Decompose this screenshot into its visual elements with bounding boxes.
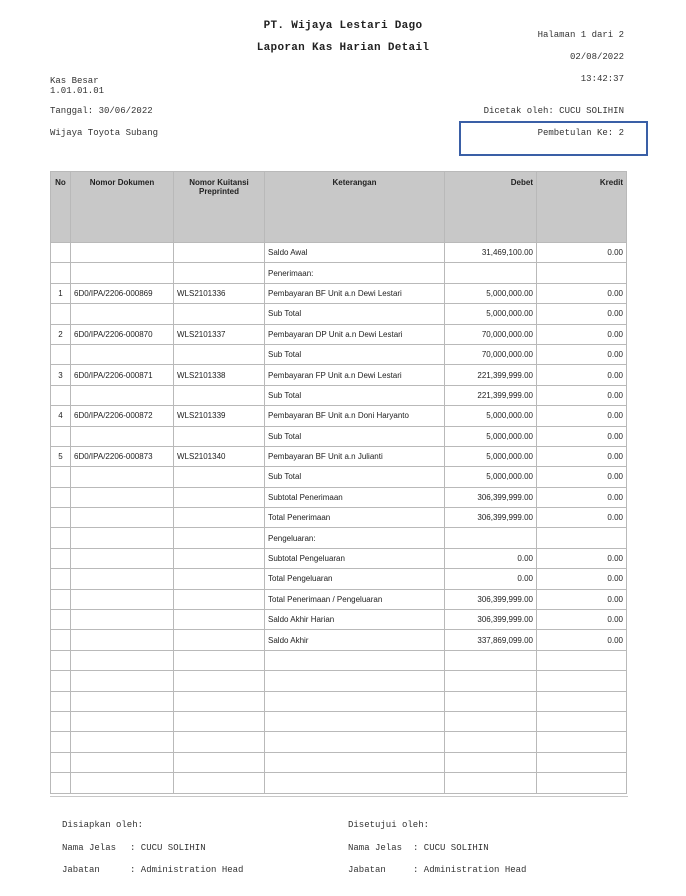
cell-no (51, 752, 71, 772)
prepared-name: : CUCU SOLIHIN (130, 843, 206, 853)
cell-credit (537, 773, 627, 793)
table-row (51, 406, 627, 426)
correction-number: Pembetulan Ke: 2 (537, 128, 624, 138)
table-row (51, 732, 627, 752)
table-row (51, 487, 627, 507)
cell-no (51, 344, 71, 364)
correction-highlight-box (459, 121, 648, 156)
cell-credit (537, 650, 627, 670)
cell-document-number: 6D0/IPA/2206-000871 (71, 365, 174, 385)
cell-document-number (71, 528, 174, 548)
cell-receipt-number (174, 467, 265, 487)
table-row (51, 711, 627, 731)
cell-description: Sub Total (265, 385, 445, 405)
table-row (51, 610, 627, 630)
cell-description (265, 773, 445, 793)
cell-description (265, 650, 445, 670)
cell-debit: 5,000,000.00 (445, 467, 537, 487)
cell-document-number (71, 508, 174, 528)
table-row (51, 650, 627, 670)
cell-receipt-number (174, 426, 265, 446)
cell-receipt-number (174, 304, 265, 324)
cell-document-number (71, 610, 174, 630)
branch-name: Wijaya Toyota Subang (50, 128, 159, 138)
cell-no: 4 (51, 406, 71, 426)
print-time: 13:42:37 (580, 74, 624, 84)
cell-debit: 306,399,999.00 (445, 508, 537, 528)
table-row (51, 630, 627, 650)
cell-document-number (71, 548, 174, 568)
table-row (51, 365, 627, 385)
cell-description: Sub Total (265, 304, 445, 324)
cell-document-number: 6D0/IPA/2206-000872 (71, 406, 174, 426)
cell-credit: 0.00 (537, 569, 627, 589)
cell-credit (537, 263, 627, 283)
prepared-by-label: Disiapkan oleh: (62, 820, 144, 830)
col-header-document: Nomor Dokumen (71, 172, 174, 243)
cell-receipt-number: WLS2101339 (174, 406, 265, 426)
table-row (51, 243, 627, 263)
cell-credit: 0.00 (537, 630, 627, 650)
table-row (51, 569, 627, 589)
table-row (51, 548, 627, 568)
cell-no (51, 773, 71, 793)
cell-description: Sub Total (265, 344, 445, 364)
table-row (51, 283, 627, 303)
cell-receipt-number (174, 569, 265, 589)
cell-no (51, 426, 71, 446)
cell-receipt-number (174, 610, 265, 630)
cell-credit: 0.00 (537, 243, 627, 263)
cell-no (51, 569, 71, 589)
cell-credit: 0.00 (537, 344, 627, 364)
cell-document-number (71, 263, 174, 283)
cell-description: Pengeluaran: (265, 528, 445, 548)
cell-debit: 70,000,000.00 (445, 344, 537, 364)
cell-receipt-number (174, 671, 265, 691)
cell-receipt-number: WLS2101337 (174, 324, 265, 344)
table-row (51, 467, 627, 487)
cell-document-number (71, 773, 174, 793)
table-row (51, 508, 627, 528)
cell-receipt-number (174, 528, 265, 548)
cell-description: Total Penerimaan (265, 508, 445, 528)
table-row (51, 263, 627, 283)
cell-receipt-number (174, 263, 265, 283)
cell-document-number: 6D0/IPA/2206-000869 (71, 283, 174, 303)
cell-document-number (71, 650, 174, 670)
cell-receipt-number: WLS2101340 (174, 446, 265, 466)
cell-debit: 0.00 (445, 548, 537, 568)
table-row (51, 324, 627, 344)
cell-credit: 0.00 (537, 487, 627, 507)
cell-description: Pembayaran FP Unit a.n Dewi Lestari (265, 365, 445, 385)
cell-receipt-number: WLS2101338 (174, 365, 265, 385)
cell-description: Total Penerimaan / Pengeluaran (265, 589, 445, 609)
cell-receipt-number (174, 691, 265, 711)
col-header-description: Keterangan (265, 172, 445, 243)
cell-description: Subtotal Pengeluaran (265, 548, 445, 568)
col-header-receipt: Nomor Kuitansi Preprinted (174, 172, 265, 243)
cell-no: 5 (51, 446, 71, 466)
cell-debit: 0.00 (445, 569, 537, 589)
cell-debit: 70,000,000.00 (445, 324, 537, 344)
cell-debit (445, 263, 537, 283)
cell-no (51, 548, 71, 568)
cell-no (51, 243, 71, 263)
cell-debit: 5,000,000.00 (445, 446, 537, 466)
account-code: 1.01.01.01 (50, 86, 105, 96)
cell-no (51, 630, 71, 650)
table-row (51, 344, 627, 364)
cell-receipt-number (174, 243, 265, 263)
table-row (51, 426, 627, 446)
cell-document-number (71, 487, 174, 507)
cell-credit: 0.00 (537, 446, 627, 466)
cell-receipt-number (174, 548, 265, 568)
print-date: 02/08/2022 (569, 52, 624, 62)
cell-debit: 306,399,999.00 (445, 487, 537, 507)
cell-no: 3 (51, 365, 71, 385)
cell-document-number (71, 630, 174, 650)
cell-description (265, 752, 445, 772)
cell-document-number (71, 691, 174, 711)
table-row (51, 589, 627, 609)
cell-debit (445, 691, 537, 711)
cell-credit: 0.00 (537, 508, 627, 528)
cell-description: Pembayaran BF Unit a.n Doni Haryanto (265, 406, 445, 426)
cell-description: Saldo Awal (265, 243, 445, 263)
cell-credit (537, 691, 627, 711)
col-header-debit: Debet (445, 172, 537, 243)
cell-document-number: 6D0/IPA/2206-000870 (71, 324, 174, 344)
cell-debit: 5,000,000.00 (445, 304, 537, 324)
cell-no (51, 671, 71, 691)
approved-role: : Administration Head (413, 865, 527, 875)
cell-no (51, 732, 71, 752)
cell-credit (537, 528, 627, 548)
cell-no (51, 304, 71, 324)
cell-description: Saldo Akhir Harian (265, 610, 445, 630)
cell-no (51, 508, 71, 528)
approved-by-label: Disetujui oleh: (348, 820, 430, 830)
cell-receipt-number (174, 732, 265, 752)
cell-description: Pembayaran BF Unit a.n Julianti (265, 446, 445, 466)
cell-description: Pembayaran BF Unit a.n Dewi Lestari (265, 283, 445, 303)
cell-credit: 0.00 (537, 610, 627, 630)
cell-debit: 5,000,000.00 (445, 426, 537, 446)
account-name: Kas Besar (50, 76, 99, 86)
cell-document-number (71, 344, 174, 364)
table-row (51, 691, 627, 711)
cell-description (265, 732, 445, 752)
cell-description: Saldo Akhir (265, 630, 445, 650)
cell-document-number (71, 711, 174, 731)
cell-receipt-number (174, 385, 265, 405)
cell-debit: 221,399,999.00 (445, 385, 537, 405)
cell-receipt-number (174, 589, 265, 609)
cell-document-number: 6D0/IPA/2206-000873 (71, 446, 174, 466)
cell-no (51, 487, 71, 507)
approved-name: : CUCU SOLIHIN (413, 843, 489, 853)
cell-credit: 0.00 (537, 426, 627, 446)
cell-credit: 0.00 (537, 406, 627, 426)
cell-receipt-number (174, 752, 265, 772)
table-row (51, 671, 627, 691)
cell-debit: 31,469,100.00 (445, 243, 537, 263)
cell-description: Total Pengeluaran (265, 569, 445, 589)
cell-credit: 0.00 (537, 283, 627, 303)
cell-no (51, 467, 71, 487)
col-header-no: No (51, 172, 71, 243)
col-header-credit: Kredit (537, 172, 627, 243)
cell-document-number (71, 304, 174, 324)
cell-description: Subtotal Penerimaan (265, 487, 445, 507)
cell-document-number (71, 385, 174, 405)
approved-role-label: Jabatan (348, 865, 386, 875)
cell-no (51, 589, 71, 609)
cell-description (265, 691, 445, 711)
cell-receipt-number: WLS2101336 (174, 283, 265, 303)
cell-document-number (71, 243, 174, 263)
cell-description: Sub Total (265, 426, 445, 446)
cell-credit: 0.00 (537, 548, 627, 568)
prepared-role-label: Jabatan (62, 865, 100, 875)
cell-credit: 0.00 (537, 324, 627, 344)
cell-debit (445, 711, 537, 731)
prepared-name-label: Nama Jelas (62, 843, 117, 853)
footer-divider (50, 796, 628, 797)
cell-credit: 0.00 (537, 304, 627, 324)
cell-no (51, 650, 71, 670)
cell-debit: 337,869,099.00 (445, 630, 537, 650)
cell-debit (445, 773, 537, 793)
cell-description: Pembayaran DP Unit a.n Dewi Lestari (265, 324, 445, 344)
cell-description (265, 671, 445, 691)
cell-credit (537, 752, 627, 772)
cash-report-table (50, 171, 627, 794)
cell-no: 2 (51, 324, 71, 344)
cell-debit: 5,000,000.00 (445, 406, 537, 426)
company-name: PT. Wijaya Lestari Dago (263, 20, 423, 32)
table-row (51, 385, 627, 405)
cell-credit: 0.00 (537, 385, 627, 405)
cell-debit (445, 752, 537, 772)
cell-credit: 0.00 (537, 467, 627, 487)
cell-document-number (71, 426, 174, 446)
cell-no (51, 385, 71, 405)
cell-description: Penerimaan: (265, 263, 445, 283)
cell-receipt-number (174, 650, 265, 670)
cell-no (51, 528, 71, 548)
cell-document-number (71, 732, 174, 752)
table-row (51, 446, 627, 466)
cell-description: Sub Total (265, 467, 445, 487)
printed-by: Dicetak oleh: CUCU SOLIHIN (483, 106, 624, 116)
cell-debit: 221,399,999.00 (445, 365, 537, 385)
cell-debit: 306,399,999.00 (445, 589, 537, 609)
page-indicator: Halaman 1 dari 2 (537, 30, 624, 40)
prepared-role: : Administration Head (130, 865, 244, 875)
cell-receipt-number (174, 773, 265, 793)
cell-document-number (71, 752, 174, 772)
cell-no (51, 691, 71, 711)
cell-document-number (71, 467, 174, 487)
cell-no (51, 263, 71, 283)
cell-debit: 306,399,999.00 (445, 610, 537, 630)
table-row (51, 773, 627, 793)
cell-no (51, 610, 71, 630)
table-row (51, 528, 627, 548)
approved-name-label: Nama Jelas (348, 843, 403, 853)
cell-receipt-number (174, 630, 265, 650)
cell-credit: 0.00 (537, 589, 627, 609)
cell-debit: 5,000,000.00 (445, 283, 537, 303)
cell-credit (537, 732, 627, 752)
cell-debit (445, 732, 537, 752)
cell-no (51, 711, 71, 731)
cell-debit (445, 650, 537, 670)
cell-description (265, 711, 445, 731)
cell-credit (537, 711, 627, 731)
cell-credit: 0.00 (537, 365, 627, 385)
cell-document-number (71, 671, 174, 691)
cell-document-number (71, 569, 174, 589)
table-row (51, 752, 627, 772)
cell-receipt-number (174, 711, 265, 731)
cell-receipt-number (174, 344, 265, 364)
cell-debit (445, 528, 537, 548)
table-row (51, 304, 627, 324)
cell-document-number (71, 589, 174, 609)
cell-receipt-number (174, 508, 265, 528)
cell-debit (445, 671, 537, 691)
cell-no: 1 (51, 283, 71, 303)
cell-receipt-number (174, 487, 265, 507)
report-title: Laporan Kas Harian Detail (256, 42, 430, 54)
cell-credit (537, 671, 627, 691)
report-date: Tanggal: 30/06/2022 (50, 106, 153, 116)
table-header-row (51, 172, 627, 243)
